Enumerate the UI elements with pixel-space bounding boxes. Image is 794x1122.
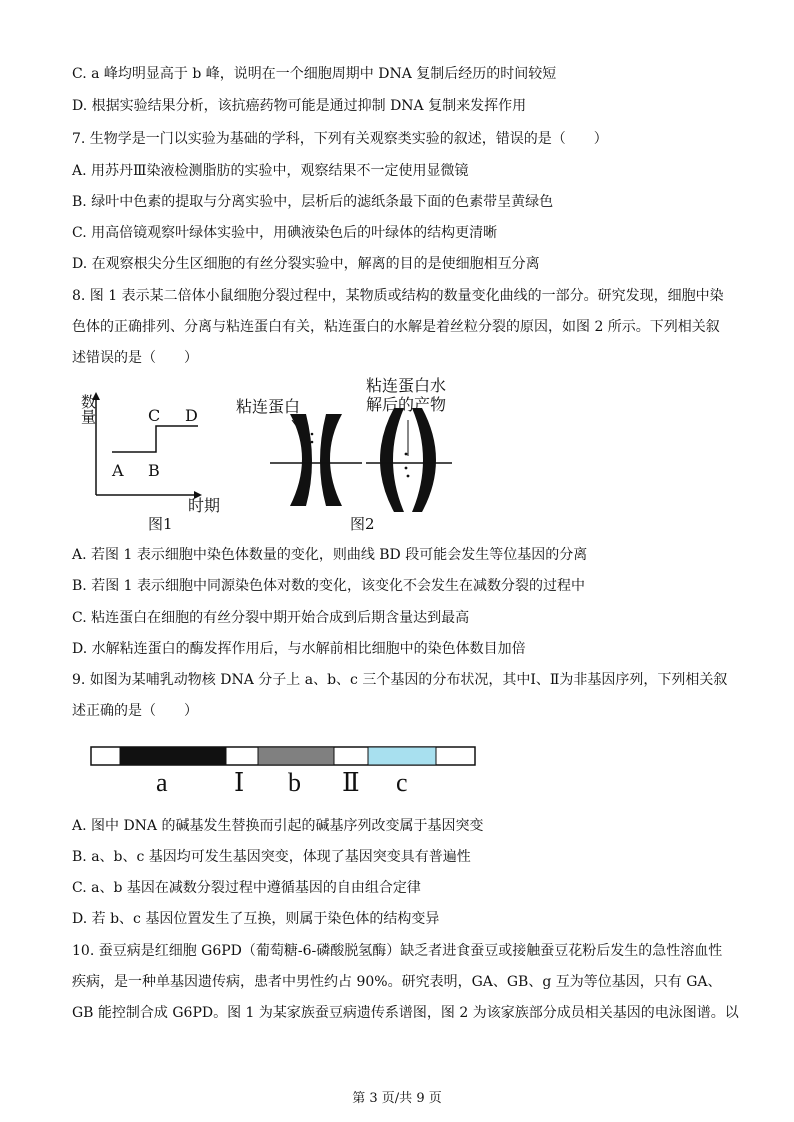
question-9-option-c: C. a、b 基因在减数分裂过程中遵循基因的自由组合定律 [72,880,421,896]
figure-2-label-product-1: 粘连蛋白水 [366,376,447,395]
figure-1-point-b: B [148,461,160,480]
question-8-stem-3: 述错误的是（ ） [72,350,198,366]
question-7-stem: 7. 生物学是一门以实验为基础的学科，下列有关观察类实验的叙述，错误的是（ ） [72,131,608,147]
question-8-option-b: B. 若图 1 表示细胞中同源染色体对数的变化，该变化不会发生在减数分裂的过程中 [72,578,585,594]
question-8-option-d: D. 水解粘连蛋白的酶发挥作用后，与水解前相比细胞中的染色体数目加倍 [72,641,526,657]
figure-2-label-product-2: 解后的产物 [366,395,447,414]
figure-1-caption: 图1 [148,515,173,533]
gene-label-a: a [156,768,168,797]
question-9-option-d: D. 若 b、c 基因位置发生了互换，则属于染色体的结构变异 [72,911,440,927]
question-8-option-a: A. 若图 1 表示细胞中染色体数量的变化，则曲线 BD 段可能会发生等位基因的分离 [72,547,588,563]
question-9-stem-2: 述正确的是（ ） [72,703,198,719]
figure-1-point-c: C [148,406,161,425]
question-10-stem-2: 疾病，是一种单基因遗传病，患者中男性约占 90%。研究表明，GA、GB、g 互为等位基因，只有 GA、 [72,974,722,990]
figure-2-label-cohesin: 粘连蛋白 [236,397,301,416]
question-7-option-d: D. 在观察根尖分生区细胞的有丝分裂实验中，解离的目的是使细胞相互分离 [72,256,540,272]
gene-label-ii: Ⅱ [342,768,360,797]
figure-1-point-a: A [112,461,124,480]
question-7-option-b: B. 绿叶中色素的提取与分离实验中，层析后的滤纸条最下面的色素带呈黄绿色 [72,194,554,210]
question-8-stem-1: 8. 图 1 表示某二倍体小鼠细胞分裂过程中，某物质或结构的数量变化曲线的一部分。研究发现，细胞中染 [72,288,724,304]
gene-label-i: Ⅰ [234,768,245,797]
text-line-1: C. a 峰均明显高于 b 峰，说明在一个细胞周期中 DNA 复制后经历的时间较短 [72,66,557,82]
figure-2-caption: 图2 [350,515,375,533]
question-9-stem-1: 9. 如图为某哺乳动物核 DNA 分子上 a、b、c 三个基因的分布状况，其中Ⅰ、Ⅱ为非基因序列，下列相关叙 [72,672,728,688]
figure-1-xlabel: 时期 [188,496,221,515]
question-8-option-c: C. 粘连蛋白在细胞的有丝分裂中期开始合成到后期含量达到最高 [72,610,470,626]
question-10-stem-1: 10. 蚕豆病是红细胞 G6PD（葡萄糖-6-磷酸脱氢酶）缺乏者进食蚕豆或接触蚕豆花粉后发生的急性溶血性 [72,943,723,959]
gene-map-bar [90,746,480,768]
page-footer: 第 3 页/共 9 页 [352,1091,442,1106]
gene-a-segment [120,747,226,765]
figure-1-point-d: D [185,406,198,425]
text-line-2: D. 根据实验结果分析，该抗癌药物可能是通过抑制 DNA 复制来发挥作用 [72,98,527,114]
question-9-option-a: A. 图中 DNA 的碱基发生替换而引起的碱基序列改变属于基因突变 [72,818,484,834]
gene-c-segment [368,747,436,765]
question-10-stem-3: GB 能控制合成 G6PD。图 1 为某家族蚕豆病遗传系谱图，图 2 为该家族部分成员相关基因的电泳图谱。以 [72,1005,739,1021]
figure-1-ylabel: 数量 [79,394,97,424]
question-7-option-c: C. 用高倍镜观察叶绿体实验中，用碘液染色后的叶绿体的结构更清晰 [72,225,498,241]
question-9-option-b: B. a、b、c 基因均可发生基因突变，体现了基因突变具有普遍性 [72,849,471,865]
question-7-option-a: A. 用苏丹Ⅲ染液检测脂肪的实验中，观察结果不一定使用显微镜 [72,163,469,179]
gene-label-b: b [288,768,301,797]
question-8-stem-2: 色体的正确排列、分离与粘连蛋白有关，粘连蛋白的水解是着丝粒分裂的原因，如图 2 所示。下列相关叙 [72,319,720,335]
gene-label-c: c [396,768,408,797]
gene-b-segment [258,747,334,765]
